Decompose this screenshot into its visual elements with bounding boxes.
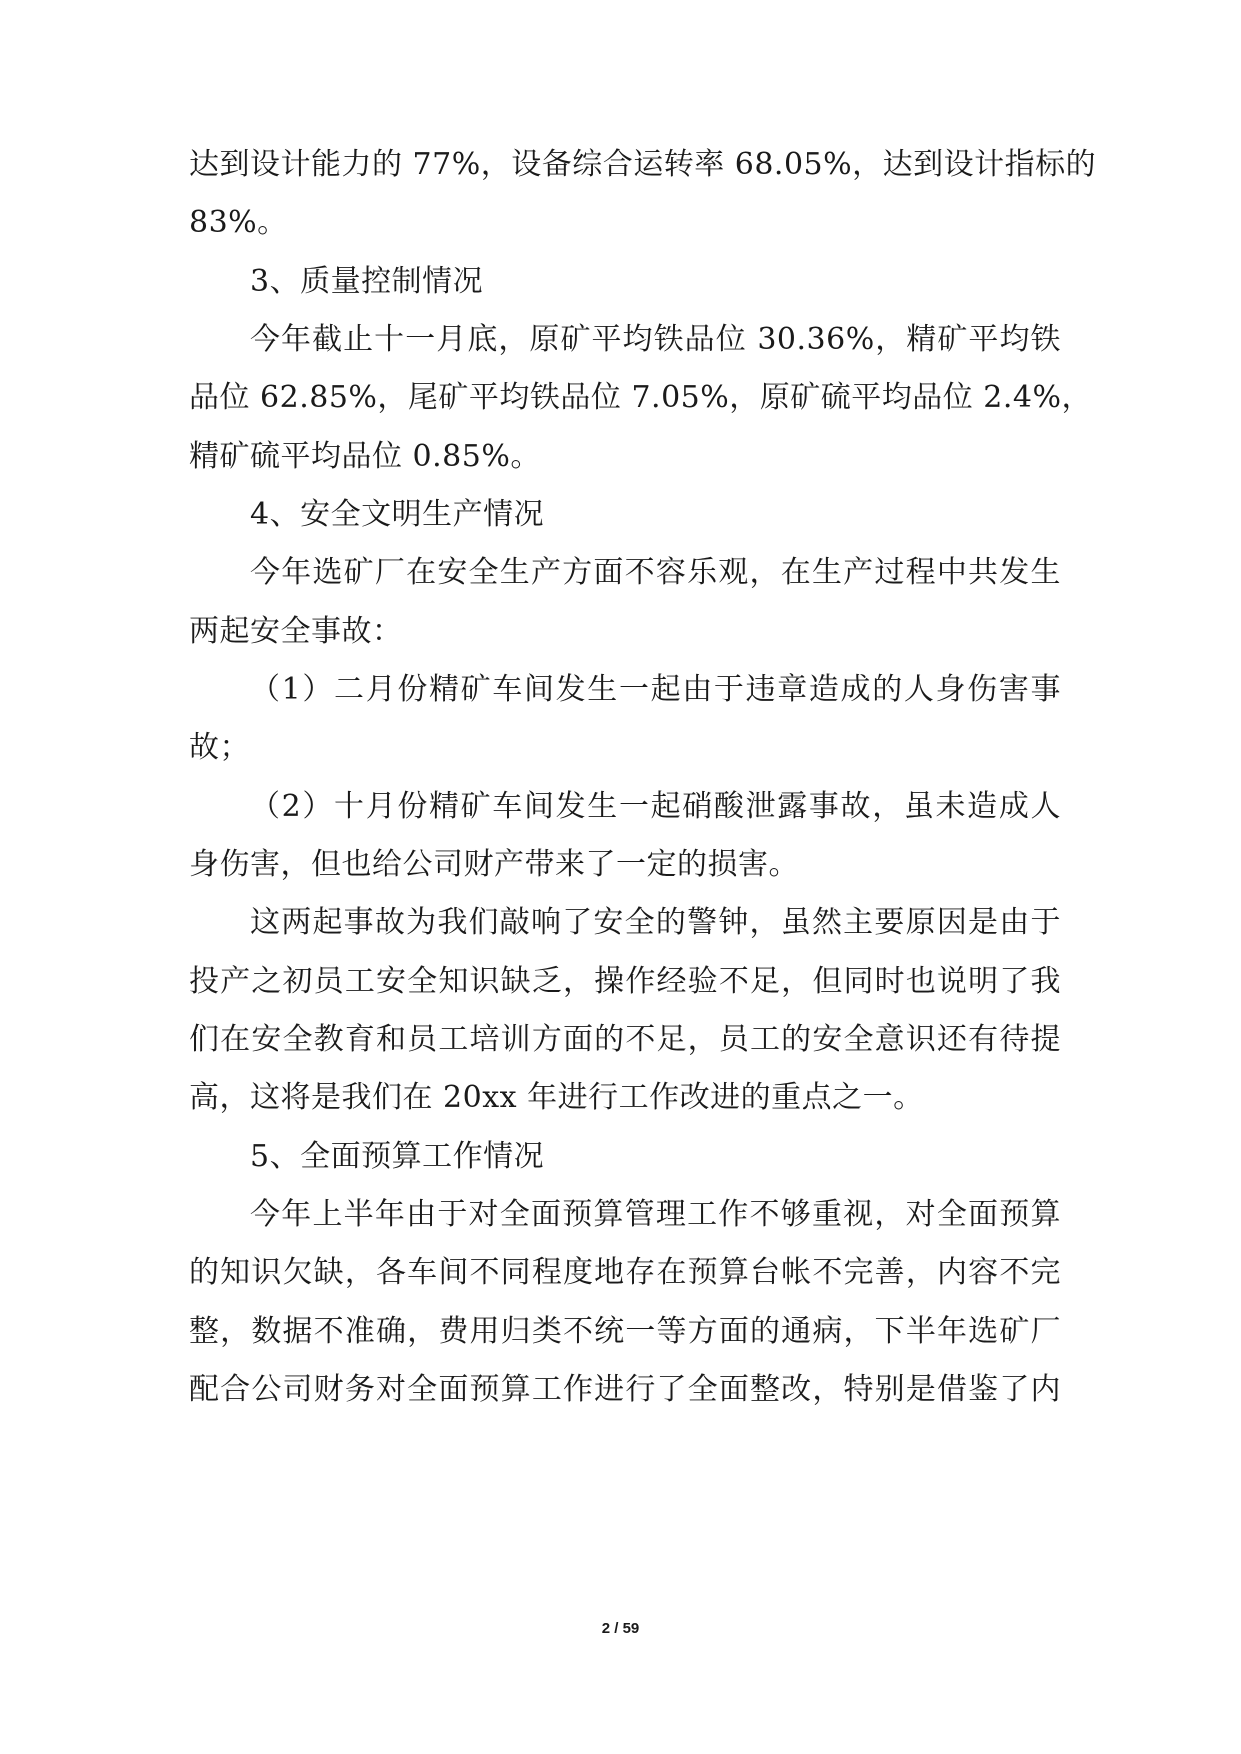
body-text-line: 精矿硫平均品位 0.85%。 xyxy=(189,439,541,474)
list-item-line: 故； xyxy=(189,730,250,765)
body-text-line: 两起安全事故： xyxy=(189,614,403,649)
section-heading: 4、安全文明生产情况 xyxy=(250,497,545,532)
body-text-line: 83%。 xyxy=(189,205,288,240)
body-text-line: 今年选矿厂在安全生产方面不容乐观，在生产过程中共发生 xyxy=(250,555,1061,590)
body-text-line: 达到设计能力的 77%，设备综合运转率 68.05%，达到设计指标的 xyxy=(189,147,1097,182)
body-text-line: 今年截止十一月底，原矿平均铁品位 30.36%，精矿平均铁 xyxy=(250,322,1061,357)
page-number: 2 / 59 xyxy=(601,1620,640,1637)
body-text-line: 的知识欠缺，各车间不同程度地存在预算台帐不完善，内容不完 xyxy=(189,1255,1061,1290)
section-heading: 3、质量控制情况 xyxy=(250,264,484,299)
body-text-line: 高，这将是我们在 20xx 年进行工作改进的重点之一。 xyxy=(189,1080,924,1115)
list-item-line: 身伤害，但也给公司财产带来了一定的损害。 xyxy=(189,847,799,882)
list-item-line: （1）二月份精矿车间发生一起由于违章造成的人身伤害事 xyxy=(250,672,1061,707)
body-text-line: 今年上半年由于对全面预算管理工作不够重视，对全面预算 xyxy=(250,1197,1061,1232)
section-heading: 5、全面预算工作情况 xyxy=(250,1139,545,1174)
body-text-line: 们在安全教育和员工培训方面的不足，员工的安全意识还有待提 xyxy=(189,1022,1061,1057)
body-text-line: 投产之初员工安全知识缺乏，操作经验不足，但同时也说明了我 xyxy=(189,964,1061,999)
body-text-line: 整，数据不准确，费用归类不统一等方面的通病，下半年选矿厂 xyxy=(189,1314,1061,1349)
body-text-line: 这两起事故为我们敲响了安全的警钟，虽然主要原因是由于 xyxy=(250,905,1061,940)
body-text-line: 配合公司财务对全面预算工作进行了全面整改，特别是借鉴了内 xyxy=(189,1372,1061,1407)
body-text-line: 品位 62.85%，尾矿平均铁品位 7.05%，原矿硫平均品位 2.4%， xyxy=(189,380,1093,415)
list-item-line: （2）十月份精矿车间发生一起硝酸泄露事故，虽未造成人 xyxy=(250,789,1061,824)
